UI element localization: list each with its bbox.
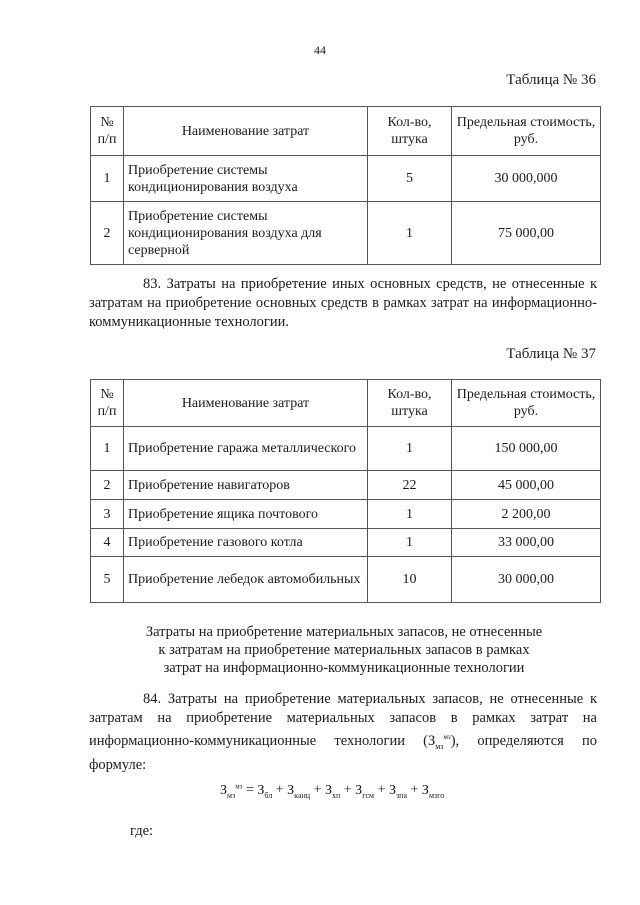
- col-header-price: Предельная стоимость, руб.: [452, 380, 601, 427]
- formula-lhs: $З_{мз}^{мз}$: [220, 782, 243, 800]
- row-price: 75 000,00: [452, 202, 601, 265]
- row-name: Приобретение системы кондиционирования воздуха: [124, 156, 368, 202]
- row-number: 2: [91, 471, 124, 500]
- section-heading-line: затрат на информационно-коммуникационные технологии: [163, 660, 525, 676]
- row-name: Приобретение системы кондиционирования воздуха для серверной: [124, 202, 368, 265]
- row-price: 150 000,00: [452, 427, 601, 471]
- section-heading-line: к затратам на приобретение материальных запасов в рамках: [158, 642, 530, 658]
- section-heading: [100, 623, 588, 677]
- row-price: 30 000,000: [452, 156, 601, 202]
- row-qty: 1: [368, 529, 452, 557]
- formula-plus: +: [343, 782, 352, 798]
- row-number: 3: [91, 500, 124, 529]
- row-name: Приобретение газового котла: [124, 529, 368, 557]
- paragraph-84-symbol: $З_{мз}^{мз}$: [428, 732, 451, 751]
- table-row: [91, 156, 601, 202]
- col-header-number: № п/п: [91, 107, 124, 156]
- formula-equals: =: [245, 782, 254, 798]
- col-header-price: Предельная стоимость, руб.: [452, 107, 601, 156]
- table-row: [91, 427, 601, 471]
- formula-term: $З_{хп}$: [324, 782, 341, 800]
- table-header-row: [91, 107, 601, 156]
- row-qty: 22: [368, 471, 452, 500]
- table-36: [90, 106, 601, 265]
- row-qty: 10: [368, 557, 452, 603]
- formula-term: $З_{гсм}$: [355, 782, 375, 800]
- row-number: 2: [91, 202, 124, 265]
- formula-term: $З_{канц}$: [287, 782, 311, 800]
- col-header-name: Наименование затрат: [124, 380, 368, 427]
- row-name: Приобретение гаража металлического: [124, 427, 368, 471]
- table-header-row: [91, 380, 601, 427]
- row-number: 1: [91, 427, 124, 471]
- table-row: [91, 202, 601, 265]
- formula-term: $З_{бл}$: [257, 782, 273, 800]
- formula-plus: +: [410, 782, 419, 798]
- row-price: 30 000,00: [452, 557, 601, 603]
- formula-plus: +: [377, 782, 386, 798]
- table-row: [91, 529, 601, 557]
- row-price: 33 000,00: [452, 529, 601, 557]
- formula-plus: +: [313, 782, 322, 798]
- row-price: 45 000,00: [452, 471, 601, 500]
- row-name: Приобретение лебедок автомобильных: [124, 557, 368, 603]
- paragraph-84-text-before: 84. Затраты на приобретение материальных запасов, не отнесенные к затратам на приобретение материальных запасов в рамках затрат на информационно-коммуникационные технологии (: [89, 691, 597, 749]
- paragraph-83-text: 83. Затраты на приобретение иных основных средств, не отнесенные к затратам на приобретение основных средств в рамках затрат на информационно-коммуникационные технологии.: [89, 276, 597, 330]
- where-label: где:: [130, 823, 154, 839]
- formula-term: $З_{зпа}$: [389, 782, 408, 800]
- col-header-qty: Кол-во, штука: [368, 107, 452, 156]
- row-number: 5: [91, 557, 124, 603]
- col-header-number: № п/п: [91, 380, 124, 427]
- section-heading-line: Затраты на приобретение материальных запасов, не отнесенные: [145, 624, 543, 640]
- col-header-qty: Кол-во, штука: [368, 380, 452, 427]
- table-row: [91, 471, 601, 500]
- page-number: 44: [314, 43, 326, 57]
- table-36-caption: Таблица № 36: [506, 72, 596, 88]
- col-header-name: Наименование затрат: [124, 107, 368, 156]
- row-number: 1: [91, 156, 124, 202]
- row-price: 2 200,00: [452, 500, 601, 529]
- row-qty: 1: [368, 427, 452, 471]
- row-name: Приобретение ящика почтового: [124, 500, 368, 529]
- formula-term: $З_{мзго}$: [421, 782, 445, 800]
- row-number: 4: [91, 529, 124, 557]
- row-qty: 1: [368, 202, 452, 265]
- row-qty: 5: [368, 156, 452, 202]
- table-row: [91, 500, 601, 529]
- table-37: [90, 379, 601, 603]
- row-name: Приобретение навигаторов: [124, 471, 368, 500]
- row-qty: 1: [368, 500, 452, 529]
- paragraph-83: [89, 275, 597, 332]
- table-37-caption: Таблица № 37: [506, 346, 596, 362]
- paragraph-84: [89, 690, 597, 775]
- table-row: [91, 557, 601, 603]
- formula: [220, 782, 444, 799]
- paragraph-84-text-after: ), определяются по формуле:: [89, 732, 598, 773]
- formula-plus: +: [275, 782, 284, 798]
